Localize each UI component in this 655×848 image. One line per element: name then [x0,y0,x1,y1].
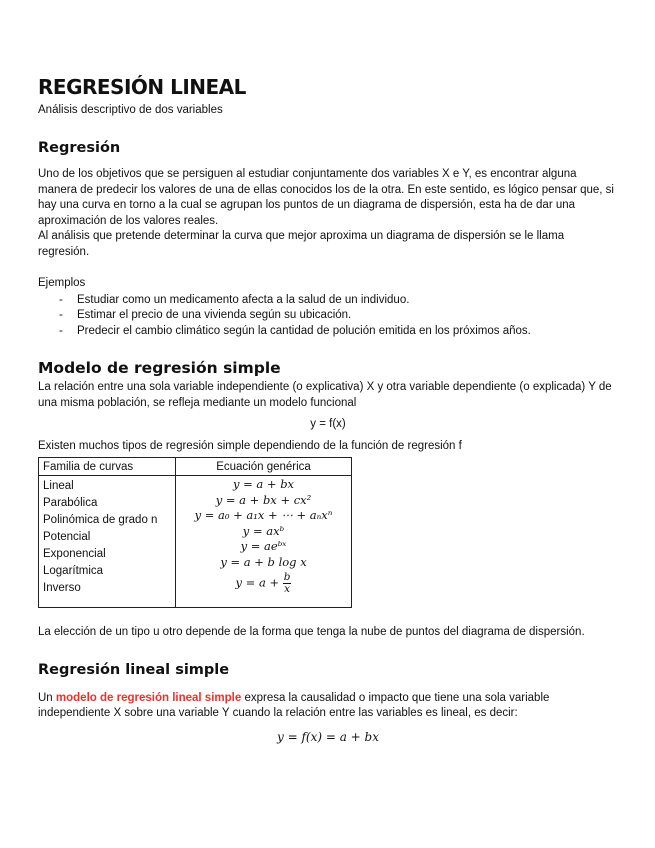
modelo-types-text: Existen muchos tipos de regresión simple dependiendo de la función de regresión f [38,439,462,452]
curve-equation-inverse: y = a + $\frac{b}{x}$ [235,571,291,595]
section-regresion-heading: Regresión [38,140,121,156]
document-subtitle: Análisis descriptivo de dos variables [38,104,223,116]
section-regresion [38,138,618,339]
table-header-equation: Ecuación genérica [176,458,352,476]
regresion-paragraph-1: Uno de los objetivos que se persiguen al estudiar conjuntamente dos variables X e Y, es encontrar alguna manera de predecir los valores de una de ellas conocidos los de la otra. En este sentido, es lógico pensar que, si hay una curva en torno a la cual se agrupan los puntos de un diagrama de dispersión, esta ha de dar una aproximación de los valores reales. [38,168,614,227]
modelo-intro: La relación entre una sola variable independiente (o explicativa) X y otra variable dependiente (o explicada) Y de una misma población, se refleja mediante un modelo funcional [38,381,612,409]
regresion-paragraph-2: Al análisis que pretende determinar la curva que mejor aproxima un diagrama de dispersión se le llama regresión. [38,230,565,258]
curve-name: Polinómica de grado n [43,514,158,526]
curve-name: Logarítmica [43,565,104,577]
section-lineal [38,660,618,746]
curve-equation: y = axᵇ [242,523,285,538]
fraction: $\frac{b}{x}$ [283,571,291,595]
curve-name: Inverso [43,582,81,594]
examples-label: Ejemplos [38,277,86,289]
curve-equations [180,476,347,595]
curves-table [38,457,352,608]
curve-names [43,476,171,607]
table-header-family: Familia de curvas [39,458,176,476]
lineal-intro: Un modelo de regresión lineal simple expresa la causalidad o impacto que tiene una sola variable independiente X sobre una variable Y cuando la relación entre las variables es lineal, es decir: [38,691,550,719]
curve-equation: y = a + b log x [220,554,307,569]
curve-equation: y = a₀ + a₁x + ⋯ + aₙxⁿ [194,508,333,522]
curve-equation: y = a + bx [232,477,295,491]
highlighted-term: modelo de regresión lineal simple [55,691,242,704]
section-modelo [38,358,618,641]
table-row [39,476,352,608]
list-item: - Predecir el cambio climático según la cantidad de polución emitida en los próximos años. [59,324,531,337]
table-header-row [39,458,352,476]
lineal-formula: y = f(x) = a + bx [276,729,379,744]
section-modelo-heading: Modelo de regresión simple [38,359,281,377]
curve-equation: y = a + bx + cx² [215,492,312,507]
curve-name: Exponencial [43,548,106,560]
curve-name: Parabólica [43,497,98,509]
curve-name: Potencial [43,531,91,543]
document-title: REGRESIÓN LINEAL [38,75,246,99]
modelo-formula: y = f(x) [310,418,346,430]
document-page [38,74,618,745]
list-item: - Estudiar como un medicamento afecta a la salud de un individuo. [59,293,410,306]
examples-list [38,293,618,340]
curve-name: Lineal [43,480,74,492]
curve-equation: y = aeᵇˣ [240,539,287,553]
modelo-choice-text: La elección de un tipo u otro depende de la forma que tenga la nube de puntos del diagrama de dispersión. [38,626,585,638]
section-lineal-heading: Regresión lineal simple [38,661,230,678]
list-item: - Estimar el precio de una vivienda según su ubicación. [59,309,352,321]
